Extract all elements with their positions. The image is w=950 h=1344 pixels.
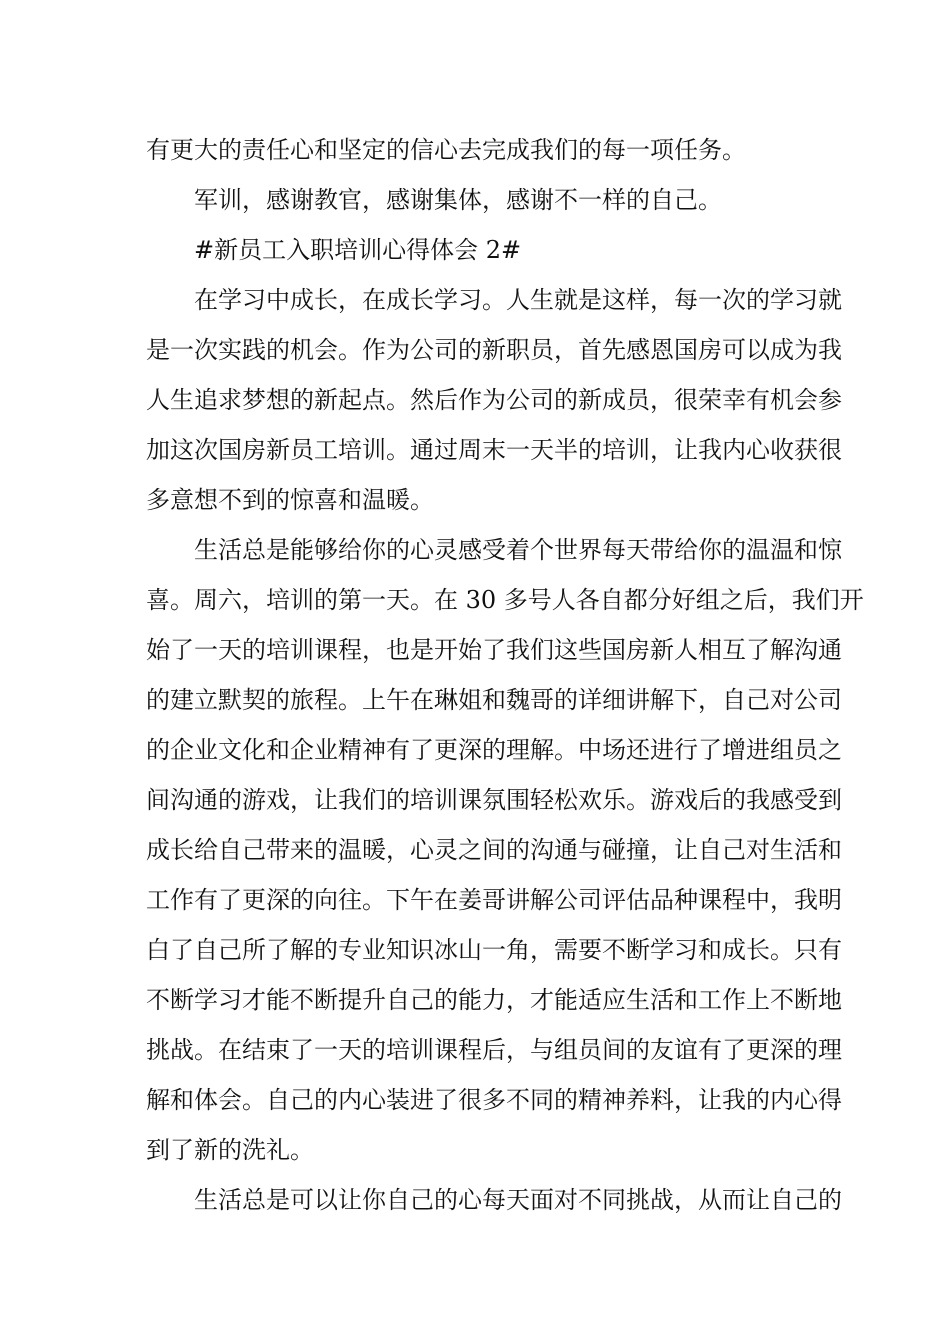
- text-line: 挑战。在结束了一天的培训课程后，与组员间的友谊有了更深的理: [146, 1036, 842, 1064]
- text-line: 到了新的洗礼。: [146, 1136, 314, 1164]
- text-line: 解和体会。自己的内心装进了很多不同的精神养料，让我的内心得: [146, 1086, 842, 1114]
- text-line: 在学习中成长，在成长学习。人生就是这样，每一次的学习就: [194, 286, 842, 314]
- text-line: 多意想不到的惊喜和温暖。: [146, 486, 434, 514]
- text-line: 生活总是可以让你自己的心每天面对不同挑战，从而让自己的: [194, 1186, 842, 1214]
- text-line: 军训，感谢教官，感谢集体，感谢不一样的自己。: [194, 186, 722, 214]
- text-line: 的建立默契的旅程。上午在琳姐和魏哥的详细讲解下，自己对公司: [146, 686, 842, 714]
- text-line: 工作有了更深的向往。下午在姜哥讲解公司评估品种课程中，我明: [146, 886, 842, 914]
- text-line: 间沟通的游戏，让我们的培训课氛围轻松欢乐。游戏后的我感受到: [146, 786, 842, 814]
- text-line: 是一次实践的机会。作为公司的新职员，首先感恩国房可以成为我: [146, 336, 842, 364]
- text-line: 不断学习才能不断提升自己的能力，才能适应生活和工作上不断地: [146, 986, 842, 1014]
- text-line: 有更大的责任心和坚定的信心去完成我们的每一项任务。: [146, 136, 746, 164]
- text-line: 成长给自己带来的温暖，心灵之间的沟通与碰撞，让自己对生活和: [146, 836, 842, 864]
- text-line: 白了自己所了解的专业知识冰山一角，需要不断学习和成长。只有: [146, 936, 842, 964]
- text-line: 的企业文化和企业精神有了更深的理解。中场还进行了增进组员之: [146, 736, 842, 764]
- text-line: 生活总是能够给你的心灵感受着个世界每天带给你的温温和惊: [194, 536, 842, 564]
- section-heading: #新员工入职培训心得体会 2#: [194, 236, 522, 264]
- text-line: 加这次国房新员工培训。通过周末一天半的培训，让我内心收获很: [146, 436, 842, 464]
- text-line: 人生追求梦想的新起点。然后作为公司的新成员，很荣幸有机会参: [146, 386, 842, 414]
- text-line: 喜。周六，培训的第一天。在 30 多号人各自都分好组之后，我们开: [146, 586, 864, 614]
- text-line: 始了一天的培训课程，也是开始了我们这些国房新人相互了解沟通: [146, 636, 842, 664]
